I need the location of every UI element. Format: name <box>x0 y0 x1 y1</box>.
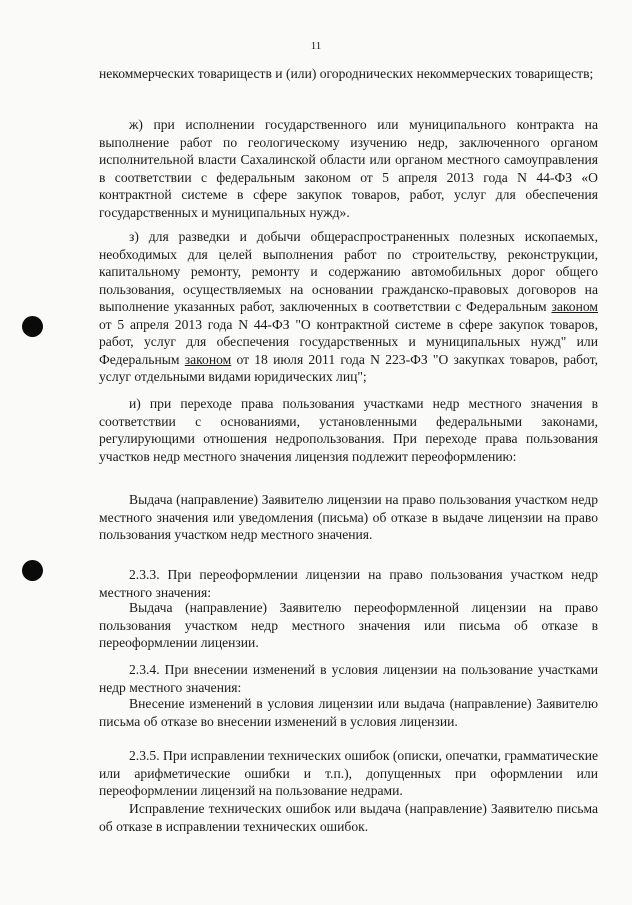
punch-hole <box>22 316 43 337</box>
paragraph: и) при переходе права пользования участками недр местного значения в соответствии с основаниями, установленными федеральными законами, регулирующими отношения недропользования. При переходе права пользования участков недр местного значения лицензия подлежит переоформлению: <box>99 396 598 464</box>
paragraph: 2.3.3. При переоформлении лицензии на право пользования участком недр местного значения: <box>99 567 598 600</box>
paragraph: 2.3.4. При внесении изменений в условия лицензии на пользование участками недр местного значения: <box>99 662 598 695</box>
paragraph: Выдача (направление) Заявителю лицензии на право пользования участком недр местного значения или уведомления (письма) об отказе в выдаче лицензии на право пользования участком недр местного значения. <box>99 492 598 542</box>
law-link[interactable]: законом <box>551 299 598 314</box>
paragraph: Исправление технических ошибок или выдача (направление) Заявителю письма об отказе в исправлении технических ошибок. <box>99 801 598 834</box>
page-number: 11 <box>310 40 322 52</box>
paragraph-text: от 5 апреля 2013 года N 44-ФЗ "О контрактной системе в сфере закупок товаров, работ, услуг для обеспечения государственных и муниципальных нужд" или Федеральным <box>99 316 598 367</box>
paragraph-text: от 18 июля 2011 года N 223-ФЗ "О закупках товаров, работ, услуг отдельными видами юридических лиц"; <box>99 351 598 384</box>
punch-hole <box>22 560 43 581</box>
paragraph: Внесение изменений в условия лицензии или выдача (направление) Заявителю письма об отказе во внесении изменений в условия лицензии. <box>99 696 598 729</box>
paragraph: Выдача (направление) Заявителю переоформленной лицензии на право пользования участком недр местного значения или письма об отказе в переоформлении лицензии. <box>99 600 598 650</box>
paragraph: некоммерческих товариществ и (или) огороднических некоммерческих товариществ; <box>99 66 594 81</box>
paragraph: ж) при исполнении государственного или муниципального контракта на выполнение работ по геологическому изучению недр, заключенного органом исполнительной власти Сахалинской области или органом местного самоуправления в соответствии с федеральным законом от 5 апреля 2013 года N 44-ФЗ «О контрактной системе в сфере закупок товаров, работ, услуг для обеспечения государственных и муниципальных нужд». <box>99 117 598 220</box>
paragraph: 2.3.5. При исправлении технических ошибок (описки, опечатки, грамматические или арифметические ошибки и т.п.), допущенных при оформлении или переоформлении лицензий на пользование недрами. <box>99 748 598 798</box>
paragraph <box>99 228 598 386</box>
law-link[interactable]: законом <box>184 351 232 367</box>
paragraph-text: з) для разведки и добычи общераспространенных полезных ископаемых, необходимых для целей выполнения работ по строительству, реконструкции, капитальному ремонту, ремонту и содержанию автомобильных дорог общего пользования, осуществляемых на основании гражданско-правовых договоров на выполнение указанных работ, заключенных в соответствии с Федеральным <box>99 229 598 314</box>
